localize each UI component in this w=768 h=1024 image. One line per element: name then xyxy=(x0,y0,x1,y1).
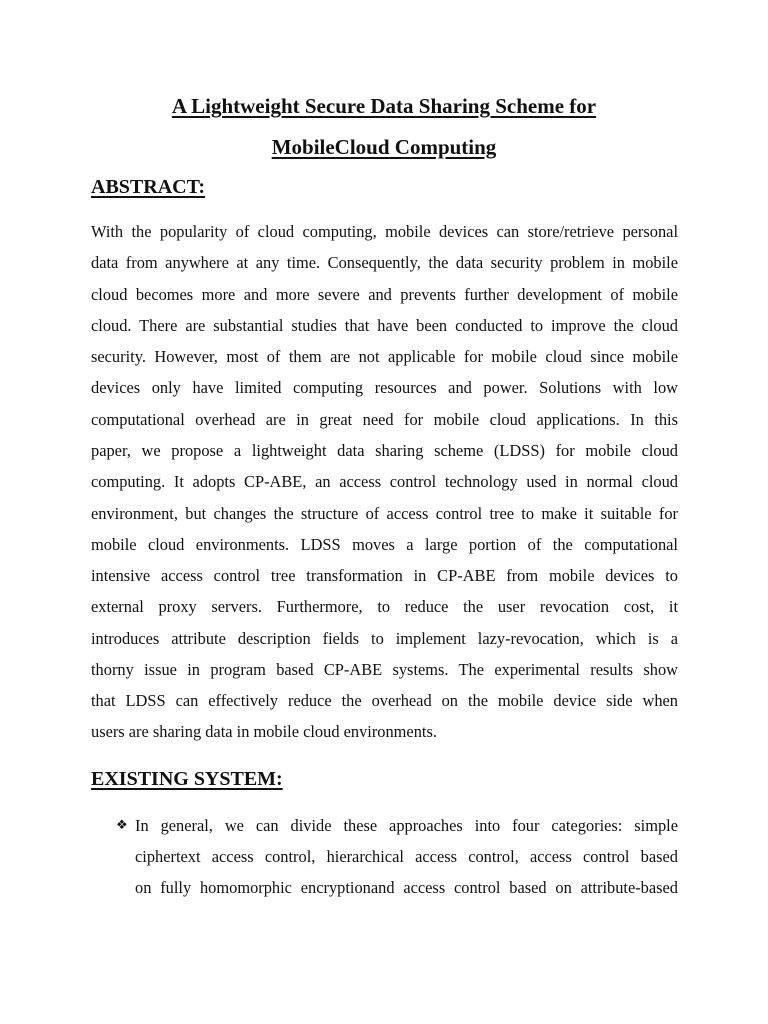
abstract-line: security. However, most of them are not applicable for mobile cloud since mobile xyxy=(91,347,678,366)
document-title-line-1: A Lightweight Secure Data Sharing Scheme for xyxy=(171,94,597,118)
abstract-heading: ABSTRACT: xyxy=(91,176,206,198)
bullet-line: In general, we can divide these approaches into four categories: simple xyxy=(135,816,678,835)
abstract-line: computing. It adopts CP-ABE, an access control technology used in normal cloud xyxy=(91,472,678,491)
abstract-line: computational overhead are in great need for mobile cloud applications. In this xyxy=(91,410,678,429)
abstract-line: paper, we propose a lightweight data sharing scheme (LDSS) for mobile cloud xyxy=(91,441,678,460)
abstract-line: introduces attribute description fields to implement lazy-revocation, which is a xyxy=(91,629,678,648)
abstract-line-last: users are sharing data in mobile cloud environments. xyxy=(91,722,437,741)
abstract-line: intensive access control tree transformation in CP-ABE from mobile devices to xyxy=(91,566,678,585)
abstract-line: cloud becomes more and more severe and prevents further development of mobile xyxy=(91,285,678,304)
abstract-line: thorny issue in program based CP-ABE systems. The experimental results show xyxy=(91,660,678,679)
abstract-line: external proxy servers. Furthermore, to reduce the user revocation cost, it xyxy=(91,597,678,616)
abstract-line: cloud. There are substantial studies that have been conducted to improve the cloud xyxy=(91,316,678,335)
abstract-line: environment, but changes the structure of access control tree to make it suitable for xyxy=(91,504,678,523)
diamond-bullet-icon: ❖ xyxy=(116,818,128,833)
bullet-line: ciphertext access control, hierarchical access control, access control based xyxy=(135,847,678,866)
abstract-line: mobile cloud environments. LDSS moves a large portion of the computational xyxy=(91,535,678,554)
abstract-line: With the popularity of cloud computing, mobile devices can store/retrieve personal xyxy=(91,222,678,241)
existing-system-heading: EXISTING SYSTEM: xyxy=(91,768,283,790)
document-title-line-2: MobileCloud Computing xyxy=(271,135,497,159)
abstract-line: devices only have limited computing resources and power. Solutions with low xyxy=(91,378,678,397)
abstract-line: that LDSS can effectively reduce the overhead on the mobile device side when xyxy=(91,691,678,710)
abstract-line: data from anywhere at any time. Consequently, the data security problem in mobile xyxy=(91,253,678,272)
bullet-line: on fully homomorphic encryptionand access control based on attribute-based xyxy=(135,878,678,897)
